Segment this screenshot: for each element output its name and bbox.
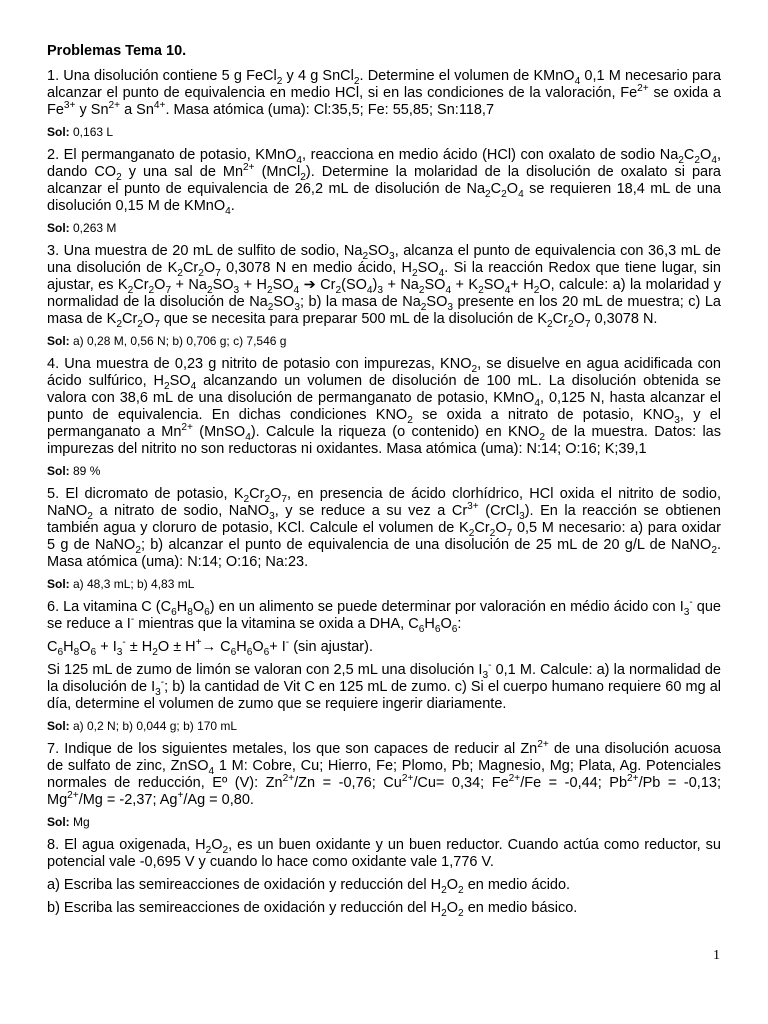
solution-value: Mg — [69, 815, 90, 829]
solution-label: Sol: — [47, 334, 70, 348]
problem-subtext: b) Escriba las semireacciones de oxidación y reducción del $H_2O_2$ en medio básico. — [47, 900, 578, 919]
problem-subtext: $C_6H_8O_6 + I_3^- \pm H_2O \pm H^+\to C_6H_6O_6+ I^-$ (sin ajustar). — [47, 637, 373, 658]
solution-line — [47, 334, 721, 349]
solution-label: Sol: — [47, 719, 70, 733]
problem-statement: 6. La vitamina C $(C_6H_8O_6)$ en un alimento se puede determinar por valoración en médio ácido con $I_3^-$ que se reduce a I- mientras que la vitamina se oxida a DHA, $C_6H_6O_6$: — [47, 597, 721, 635]
problem-item — [47, 147, 721, 236]
solution-line — [47, 464, 721, 479]
solution-line — [47, 719, 721, 734]
problem-item — [47, 599, 721, 734]
problem-item — [47, 741, 721, 830]
solution-value: a) 0,2 N; b) 0,044 g; b) 170 mL — [69, 719, 238, 733]
page-title: Problemas Tema 10. — [47, 43, 187, 59]
solution-line — [47, 815, 721, 830]
problem-statement: 5. El dicromato de potasio, $K_2Cr_2O_7$, en presencia de ácido clorhídrico, HCl oxida el nitrito de sodio, NaNO$_2$ a nitrato de sodio, NaNO$_3$, y se reduce a su vez a $Cr^{3+}$ (CrCl$_3$). En la reacción se obtienen también agua y cloruro de potasio, KCl. Calcule el volumen de $K_2Cr_2O_7$ 0,5 M necesario: a) para oxidar 5 g de NaNO$_2$; b) alcanzar el punto de equivalencia de una disolución de 25 mL de 20 g/L de NaNO$_2$. Masa atómica (uma): N:14; O:16; Na:23. — [47, 486, 721, 570]
problem-statement: 1. Una disolución contiene 5 g FeCl$_2$ y 4 g SnCl$_2$. Determine el volumen de KMnO$_4$ 0,1 M necesario para alcanzar el punto de equivalencia en medio HCl, si en las condiciones de la valoración, $Fe^{2+}$ se oxida a $Fe^{3+}$ y $Sn^{2+}$ a $Sn^{4+}$. Masa atómica (uma): Cl:35,5; Fe: 55,85; Sn:118,7 — [47, 68, 722, 118]
solution-line — [47, 125, 721, 140]
problem-item — [47, 486, 721, 592]
solution-label: Sol: — [47, 464, 70, 478]
solution-label: Sol: — [47, 221, 70, 235]
problem-statement: 3. Una muestra de 20 mL de sulfito de sodio, $Na_2SO_3$, alcanza el punto de equivalencia con 36,3 mL de una disolución de $K_2Cr_2O_7$ 0,3078 N en medio ácido, $H_2SO_4$. Si la reacción Redox que tiene lugar, sin ajustar, es $K_2Cr_2O_7 + Na_2SO_3 + H_2SO_4$ ➔ $Cr_2(SO_4)_3 + Na_2SO_4 + K_2SO_4+ H_2O$, calcule: a) la molaridad y normalidad de la disolución de $Na_2SO_3$; b) la masa de $Na_2SO_3$ presente en los 20 mL de muestra; c) La masa de $K_2Cr_2O_7$ que se necesita para preparar 500 mL de la disolución de $K_2Cr_2O_7$ 0,3078 N. — [47, 243, 721, 330]
problem-list — [47, 68, 721, 917]
problem-item — [47, 837, 721, 917]
page-number: 1 — [713, 948, 720, 963]
solution-line — [47, 221, 721, 236]
problem-statement: 7. Indique de los siguientes metales, los que son capaces de reducir al $Zn^{2+}$ de una disolución acuosa de sulfato de zinc, ZnSO$_4$ 1 M: Cobre, Cu; Hierro, Fe; Plomo, Pb; Magnesio, Mg; Plata, Ag. Potenciales normales de reducción, Eº (V): $Zn^{2+}/Zn = -0,76$; $Cu^{2+}/Cu= 0,34$; $Fe^{2+}/Fe = -0,44$; $Pb^{2+}/Pb = -0,13$; $Mg^{2+}/Mg = -2,37$; Ag+/Ag = 0,80. — [47, 739, 722, 808]
solution-label: Sol: — [47, 125, 70, 139]
problem-subtext: a) Escriba las semireacciones de oxidación y reducción del $H_2O_2$ en medio ácido. — [47, 877, 571, 896]
solution-label: Sol: — [47, 577, 70, 591]
document-body — [47, 42, 721, 923]
problem-item — [47, 356, 721, 479]
solution-value: 0,163 L — [69, 125, 114, 139]
solution-value: a) 0,28 M, 0,56 N; b) 0,706 g; c) 7,546 g — [69, 334, 287, 348]
problem-statement: 4. Una muestra de 0,23 g nitrito de potasio con impurezas, $KNO_2$, se disuelve en agua acidificada con ácido sulfúrico, $H_2SO_4$ alcanzando un volumen de disolución de 100 mL. La disolución obtenida se valora con 38,6 mL de una disolución de permanganato de potasio, KMnO$_4$, 0,125 N, hasta alcanzar el punto de equivalencia. En dichas condiciones $KNO_2$ se oxida a nitrato de potasio, $KNO_3$, y el permanganato a $Mn^{2+}$ (MnSO$_4$). Calcule la riqueza (o contenido) en $KNO_2$ de la muestra. Datos: las impurezas del nitrito no son reductoras ni oxidantes. Masa atómica (uma): N:14; O:16; K;39,1 — [47, 356, 722, 457]
problem-item — [47, 68, 721, 140]
solution-label: Sol: — [47, 815, 70, 829]
problem-statement: 2. El permanganato de potasio, KMnO$_4$, reacciona en medio ácido (HCl) con oxalato de sodio $Na_2C_2O_4$, dando $CO_2$ y una sal de $Mn^{2+}$ (MnCl$_2$). Determine la molaridad de la disolución de oxalato si para alcanzar el punto de equivalencia de 26,2 mL de disolución de $Na_2C_2O_4$ se requieren 18,4 mL de una disolución 0,15 M de KMnO$_4$. — [47, 147, 722, 217]
solution-value: 0,263 M — [69, 221, 117, 235]
solution-value: 89 % — [69, 464, 101, 478]
problem-subtext: Si 125 mL de zumo de limón se valoran con 2,5 mL una disolución $I_3^-$ 0,1 M. Calcule: a) la normalidad de la disolución de $I_3^-$; b) la cantidad de Vit C en 125 mL de zumo. c) Si el cuerpo humano requiere 60 mg al día, determine el volumen de zumo que se requiere ingerir diariamente. — [47, 660, 721, 712]
solution-value: a) 48,3 mL; b) 4,83 mL — [69, 577, 195, 591]
problem-item — [47, 243, 721, 349]
solution-line — [47, 577, 721, 592]
problem-statement: 8. El agua oxigenada, $H_2O_2$, es un buen oxidante y un buen reductor. Cuando actúa como reductor, su potencial vale -0,695 V y cuando lo hace como oxidante vale 1,776 V. — [47, 837, 721, 870]
